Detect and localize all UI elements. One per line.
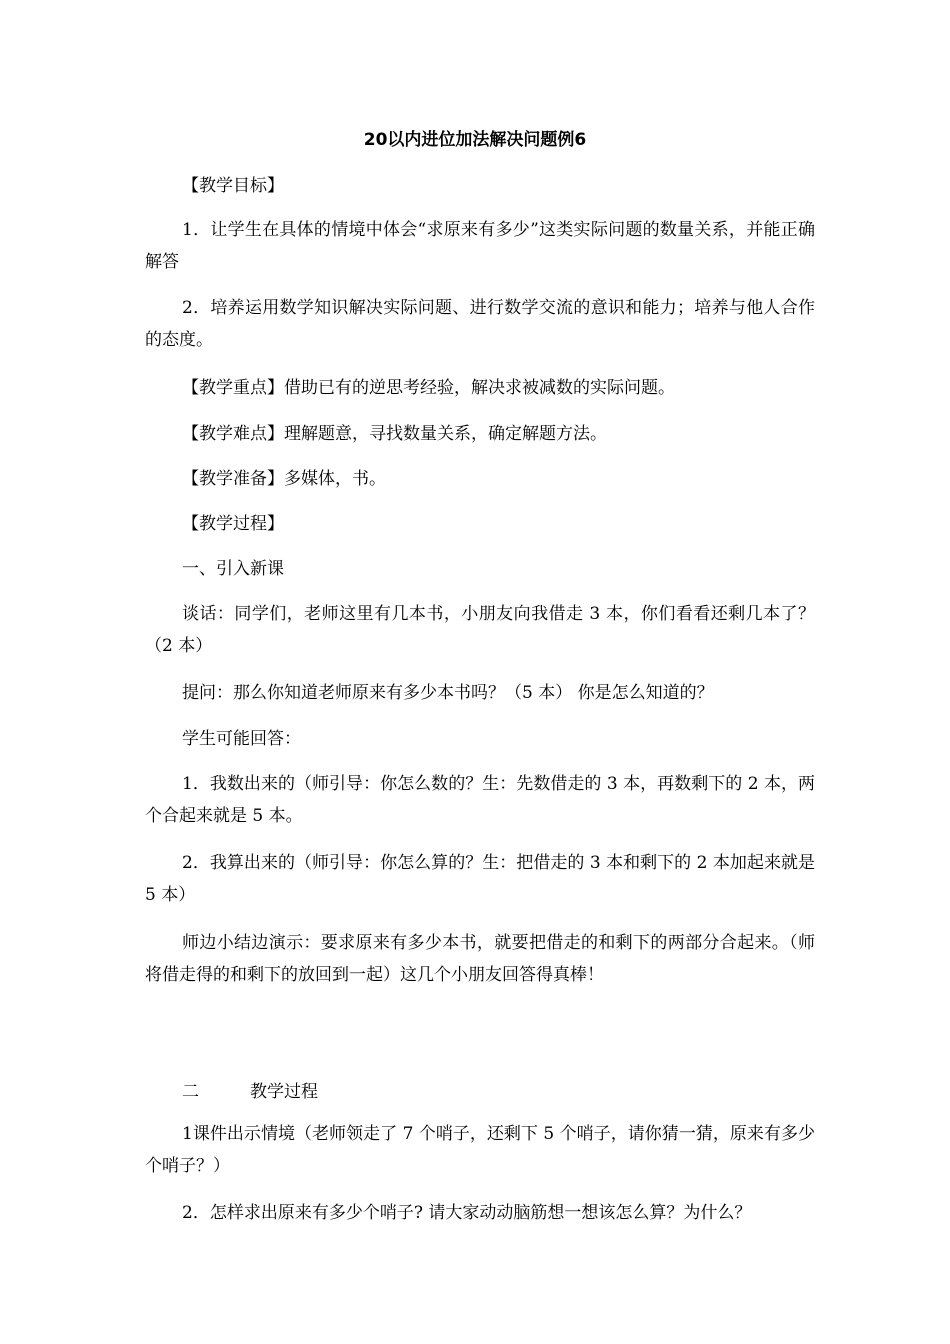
process-heading: 【教学过程】	[182, 514, 284, 534]
preparation: 【教学准备】多媒体，书。	[182, 469, 386, 489]
summary-paragraph: 师边小结边演示：要求原来有多少本书，就要把借走的和剩下的两部分合起来。（师将借走得的和剩下的放回到一起）这几个小朋友回答得真棒！	[145, 933, 815, 985]
step-1: 1课件出示情境（老师领走了 7 个哨子，还剩下 5 个哨子，请你猜一猜，原来有多少个哨子？）	[145, 1124, 815, 1176]
section1-heading: 一、引入新课	[182, 559, 284, 579]
answer-1: 1．我数出来的（师引导：你怎么数的？生：先数借走的 3 本，再数剩下的 2 本，两个合起来就是 5 本。	[145, 774, 815, 826]
section2-title: 教学过程	[250, 1082, 318, 1102]
document-title: 20以内进位加法解决问题例6	[363, 130, 587, 150]
difficult-point: 【教学难点】理解题意，寻找数量关系，确定解题方法。	[182, 424, 607, 444]
section2-number: 二	[182, 1082, 199, 1102]
talk-paragraph: 谈话：同学们，老师这里有几本书，小朋友向我借走 3 本，你们看看还剩几本了？（2 本）	[145, 604, 815, 656]
step-2: 2．怎样求出原来有多少个哨子? 请大家动动脑筋想一想该怎么算？为什么？	[182, 1203, 752, 1223]
key-point: 【教学重点】借助已有的逆思考经验，解决求被减数的实际问题。	[182, 378, 675, 398]
goal-1: 1．让学生在具体的情境中体会“求原来有多少”这类实际问题的数量关系，并能正确解答	[145, 220, 815, 272]
question-paragraph: 提问：那么你知道老师原来有多少本书吗？（5 本） 你是怎么知道的？	[182, 683, 714, 703]
goal-2: 2．培养运用数学知识解决实际问题、进行数学交流的意识和能力；培养与他人合作的态度。	[145, 298, 815, 350]
goals-heading: 【教学目标】	[182, 176, 284, 196]
answers-intro: 学生可能回答：	[182, 729, 301, 749]
section2-heading	[182, 1076, 318, 1108]
answer-2: 2．我算出来的（师引导：你怎么算的？生：把借走的 3 本和剩下的 2 本加起来就是 5 本）	[145, 853, 815, 905]
